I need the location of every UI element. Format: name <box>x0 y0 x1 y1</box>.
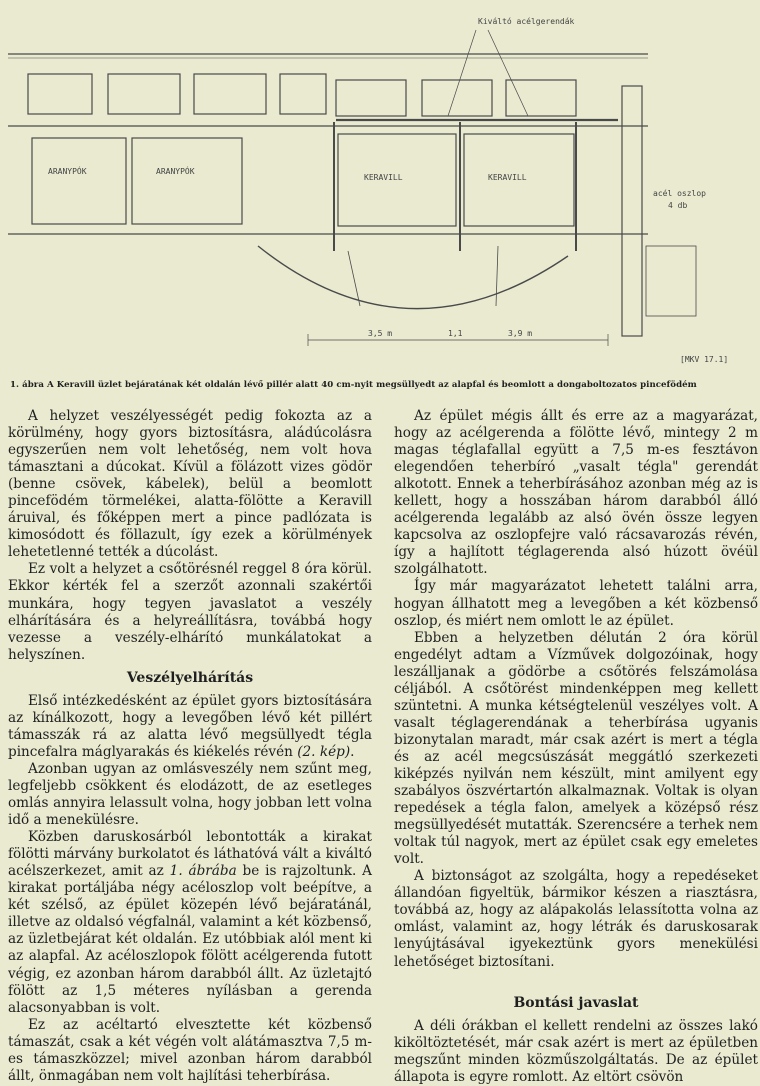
figure-reference: 1. ábrába <box>169 863 237 880</box>
dimension-1: 3,5 m <box>368 329 393 338</box>
paragraph: Ebben a helyzetben délután 2 óra körül engedélyt adtam a Vízművek dolgozóinak, hogy leszálljanak a gödörbe a csőtörés felszámolása céljából. A csőtörést mindenképpen meg kellett szüntetni. A munka kétségtelenül veszélyes volt. A vasalt téglagerendának a teherbírása ugyanis bizonytalan maradt, már csak azért is mert a tégla és az acél megcsúszását meggátló szerkezeti kiképzés nyilván nem készült, mint amilyent egy szabályos öszvértartón alkalmaznak. Voltak is olyan repedések a tégla falon, amelyek a középső rész megsüllyedését mutatták. Szerencsére a terhek nem voltak túl nagyok, mert az épület csak egy emeletes volt. <box>394 629 758 868</box>
left-column <box>8 408 372 1085</box>
building-section-drawing <box>8 6 752 374</box>
paragraph: A biztonságot az szolgálta, hogy a repedéseket állandóan figyeltük, bármikor készen a riasztásra, továbbá az, hogy az alápakolás lelassította volna az omlást, valamint az, hogy létrák és daruskosarak lenyújtásával igyekeztünk gyors menekülési lehetőséget biztosítani. <box>394 868 758 970</box>
section-heading: Bontási javaslat <box>513 994 639 1011</box>
paragraph: Azonban ugyan az omlásveszély nem szűnt meg, legfeljebb csökkent és elodázott, de az esetleges omlás annyira lelassult volna, hogy jobban lett volna idő a menekülésre. <box>8 760 372 829</box>
drawing-svg <box>8 6 752 374</box>
paragraph: Első intézkedésként az épület gyors biztosítására az kínálkozott, hogy a levegőben lévő két pillért támasszák rá az alatta lévő megsüllyedt tégla pincefalra máglyarakás és kiékelés révén (2. kép). <box>8 692 372 760</box>
beam-callout-label: Kiváltó acélgerendák <box>478 17 575 26</box>
shop-label-3: KERAVILL <box>364 173 403 182</box>
paragraph: A déli órákban el kellett rendelni az összes lakó kiköltöztetését, már csak azért is mert az épületben megszűnt minden közműszolgáltatás. De az épület állapota is egyre romlott. Az eltört csövön <box>394 1017 758 1085</box>
shop-label-4: KERAVILL <box>488 173 527 182</box>
column-label: acél oszlop <box>653 189 706 198</box>
figure-reference: (2. kép) <box>297 743 351 760</box>
column-count-label: 4 db <box>668 201 688 210</box>
paragraph: Az épület mégis állt és erre az a magyarázat, hogy az acélgerenda a fölötte lévő, mintegy 2 m magas téglafallal együtt a 7,5 m-es fesztávon elegendően teherbíró „vasalt tégla" gerendát alkotott. Ennek a teherbírásához azonban még az is kellett, hogy a hosszában három darabból álló acélgerenda legalább az alsó övén össze legyen kapcsolva az oszlopfejre való rácsavarozás révén, így a hajlított téglagerenda alsó húzott övéül szolgálhatott. <box>394 408 758 578</box>
shop-label-2: ARANYPÓK <box>156 167 195 176</box>
shop-label-1: ARANYPÓK <box>48 167 87 176</box>
section-heading: Veszélyelhárítás <box>126 669 254 686</box>
dimension-3: 3,9 m <box>508 329 533 338</box>
figure-caption: 1. ábra A Keravill üzlet bejáratának két oldalán lévő pillér alatt 40 cm-nyit megsüllyedt az alapfal és beomlott a dongaboltozatos pincefödém <box>10 380 697 390</box>
dimension-2: 1,1 <box>448 329 463 338</box>
paragraph: Közben daruskosárból lebontották a kirakat fölötti márvány burkolatot és láthatóvá vált a kiváltó acélszerkezet, amit az 1. ábrába be is rajzoltunk. A kirakat portáljába négy acéloszlop volt beépítve, a két szélső, az épület közepén lévő bejáratánál, illetve az oldalsó végfalnál, valamint a két közbenső, az üzletbejárat két oldalán. Ez utóbbiak alól ment ki az alapfal. Az acéloszlopok fölött acélgerenda futott végig, ez azonban három darabból állt. Az üzletajtó fölött az 1,5 méteres nyílásban a gerenda alacsonyabban is volt. <box>8 829 372 1016</box>
paragraph: A helyzet veszélyességét pedig fokozta az a körülmény, hogy gyors biztosításra, aládúcolásra egyszerűen nem volt lehetőség, nem volt hova támasztani a dúcokat. Kívül a fölázott vizes gödör (benne csövek, kábelek), belül a beomlott pincefödém törmelékei, alatta-fölötte a Keravill áruival, és főképpen mert a pince padlózata is kimosódott és föllazult, így ezek a körülmények lehetetlenné tették a dúcolást. <box>8 408 372 561</box>
paragraph: Így már magyarázatot lehetett találni arra, hogyan állhatott meg a levegőben a két közbenső oszlop, és miért nem omlott le az épület. <box>394 578 758 629</box>
paragraph: Ez az acéltartó elvesztette két közbenső támaszát, csak a két végén volt alátámasztva 7,5 m-es támaszközzel; mivel azonban három darabból állt, önmagában nem volt hajlítási teherbírása. <box>8 1016 372 1084</box>
right-column <box>394 408 758 1086</box>
figure-stamp: [MKV 17.1] <box>680 355 729 364</box>
paragraph: Ez volt a helyzet a csőtörésnél reggel 8 óra körül. Ekkor kérték fel a szerzőt azonnali szakértői munkára, hogy tegyen javaslatot a veszély elhárítására és a helyreállításra, továbbá hogy vezesse a veszély-elhárító munkálatokat a helyszínen. <box>8 561 372 663</box>
